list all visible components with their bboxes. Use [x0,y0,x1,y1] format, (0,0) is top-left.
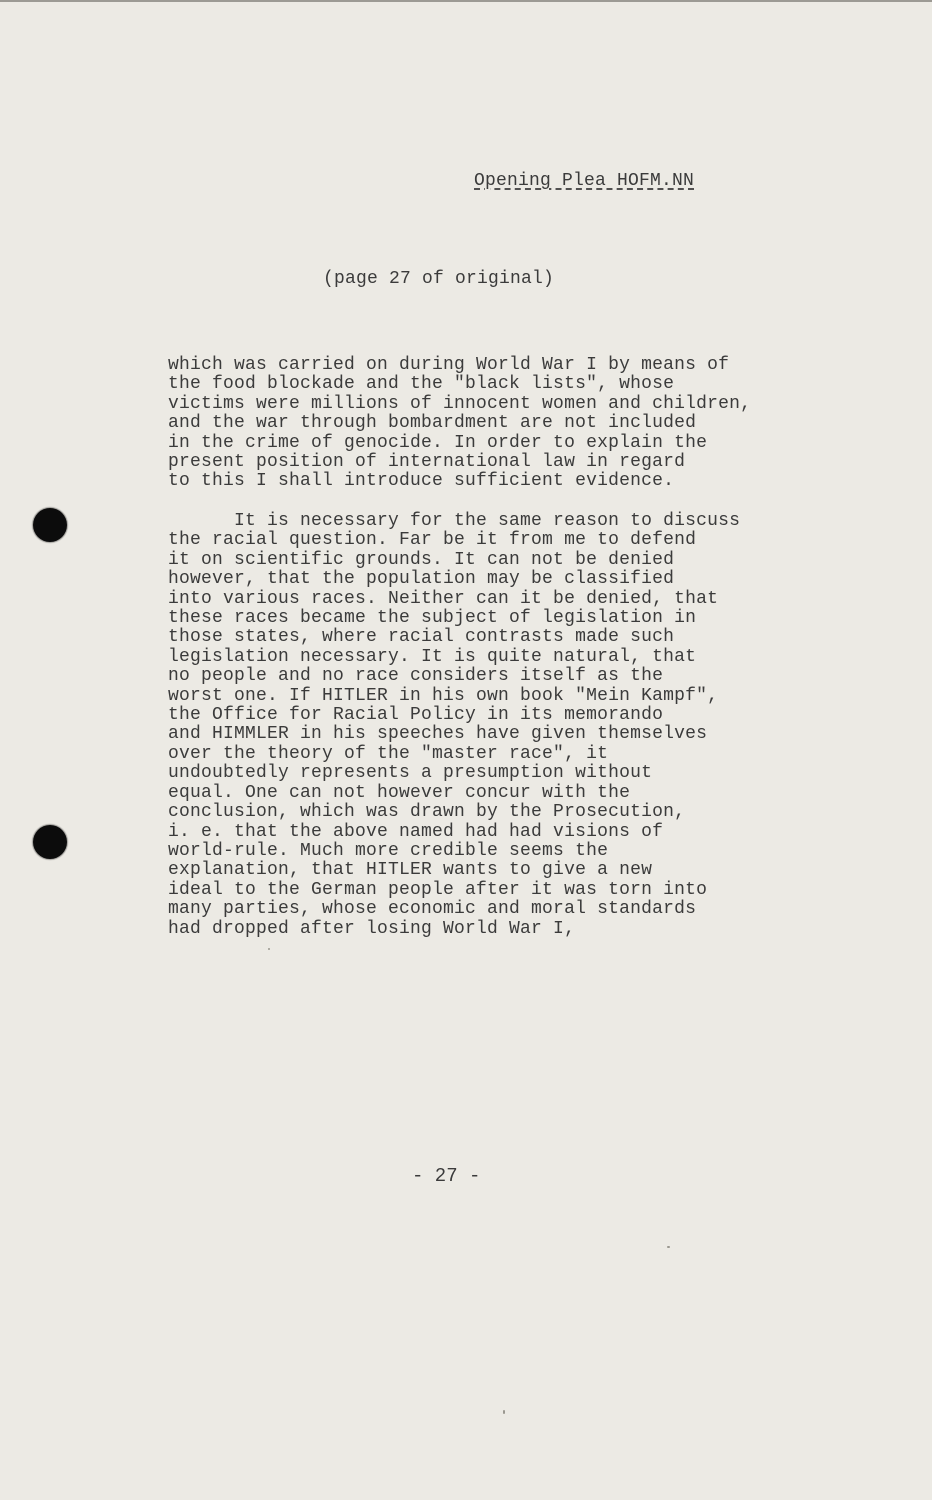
text-line: to this I shall introduce sufficient evidence. [168,471,675,492]
text-line: worst one. If HITLER in his own book "Mein Kampf", [168,685,719,706]
text-line: and the war through bombardment are not included [168,413,697,434]
text-line: equal. One can not however concur with the [168,782,631,803]
document-heading: Opening Plea HOFM.NN [474,171,695,191]
paper-speck [503,1410,505,1414]
text-line: over the theory of the "master race", it [168,743,609,764]
text-line: and HIMMLER in his speeches have given themselves [168,724,708,745]
text-line: no people and no race considers itself as the [168,666,664,687]
paper-speck [667,1246,670,1248]
text-line: the Office for Racial Policy in its memorando [168,705,664,726]
text-line: legislation necessary. It is quite natural, that [168,646,697,667]
text-line: explanation, that HITLER wants to give a new [168,860,653,881]
text-line: ideal to the German people after it was torn into [168,879,708,900]
text-line: i. e. that the above named had had visions of [168,821,664,842]
text-line: present position of international law in regard [168,452,686,473]
text-line: many parties, whose economic and moral standards [168,899,697,920]
paragraph-racial-question [168,512,740,939]
punch-hole-top [33,508,67,542]
text-line: into various races. Neither can it be denied, that [168,588,719,609]
text-line: which was carried on during World War I by means of [168,355,730,375]
text-line: those states, where racial contrasts made such [168,627,675,648]
page-number: - 27 - [412,1165,481,1187]
text-line: these races became the subject of legislation in [168,608,697,629]
text-line: the racial question. Far be it from me to defend [168,530,697,551]
text-line: It is necessary for the same reason to discuss [168,511,741,531]
text-line: undoubtedly represents a presumption without [168,763,653,784]
text-line: in the crime of genocide. In order to explain the [168,432,708,453]
text-line: had dropped after losing World War I, [168,918,576,939]
paragraph-genocide-definition [168,356,751,492]
paper-speck [268,948,270,950]
original-page-reference: (page 27 of original) [323,269,555,289]
text-line: conclusion, which was drawn by the Prosecution, [168,802,686,823]
text-line: the food blockade and the "black lists", whose [168,374,675,395]
text-line: world-rule. Much more credible seems the [168,840,609,861]
text-line: it on scientific grounds. It can not be denied [168,549,675,570]
text-line: however, that the population may be classified [168,569,675,590]
text-line: victims were millions of innocent women and children, [168,393,752,414]
punch-hole-bottom [33,825,67,859]
